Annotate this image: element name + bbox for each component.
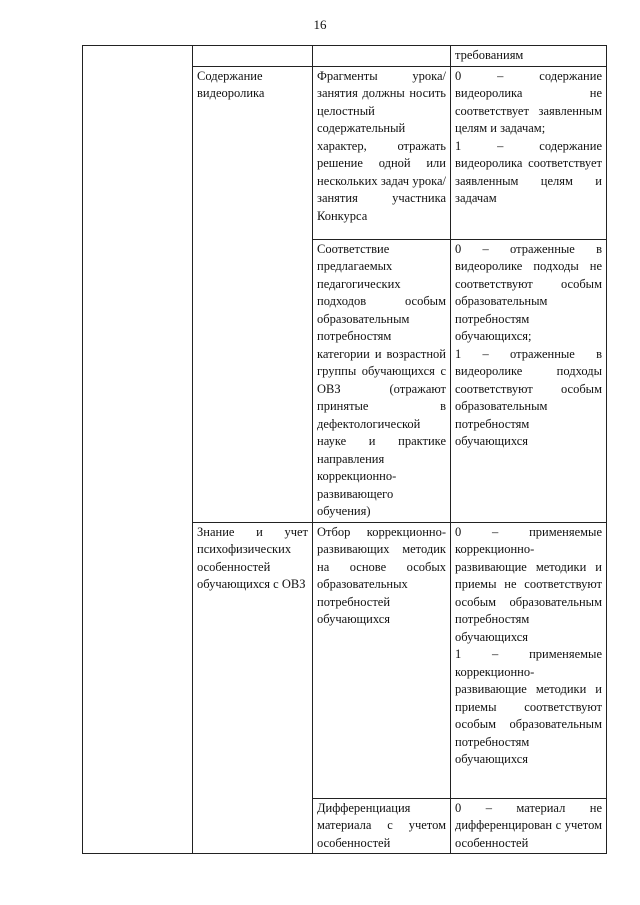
indicator-cell: Фрагменты урока/занятия должны носить целостный содержательный характер, отражать решение одной или нескольких задач урока/занятия участника Конкурса — [313, 66, 451, 239]
criterion-cell: Содержание видеоролика — [193, 66, 313, 522]
criterion-cell: Знание и учет психофизических особенностей обучающихся с ОВЗ — [193, 522, 313, 854]
indicator-cell: Отбор коррекционно-развивающих методик на основе особых образовательных потребностей обучающихся — [313, 522, 451, 798]
table-row — [83, 46, 607, 67]
section-column-cell — [83, 46, 193, 854]
scale-cell: 0 – содержание видеоролика не соответствует заявленным целям и задачам; 1 – содержание видеоролика соответствует заявленным целям и задачам — [451, 66, 607, 239]
page-number: 16 — [313, 17, 327, 32]
indicator-cell: Соответствие предлагаемых педагогических подходов особым образовательным потребностям категории и возрастной группы обучающихся с ОВЗ (отражают принятые в дефектологической науке и практике направления коррекционно-развивающего обучения) — [313, 239, 451, 522]
scale-cell: требованиям — [451, 46, 607, 67]
criteria-table-wrapper — [82, 45, 606, 854]
indicator-cell — [313, 46, 451, 67]
scale-cell: 0 – отраженные в видеоролике подходы не соответствуют особым образовательным потребностям обучающихся; 1 – отраженные в видеоролике подходы соответствуют особым образовательным потребностям обучающихся — [451, 239, 607, 522]
indicator-cell: Дифференциация материала с учетом особенностей — [313, 798, 451, 854]
criteria-table — [82, 45, 607, 854]
scale-cell: 0 – применяемые коррекционно-развивающие методики и приемы не соответствуют особым образовательным потребностям обучающихся 1 – применяемые коррекционно-развивающие методики и приемы соответствуют особым образовательным потребностям обучающихся — [451, 522, 607, 798]
scale-cell: 0 – материал не дифференцирован с учетом особенностей — [451, 798, 607, 854]
criterion-cell — [193, 46, 313, 67]
